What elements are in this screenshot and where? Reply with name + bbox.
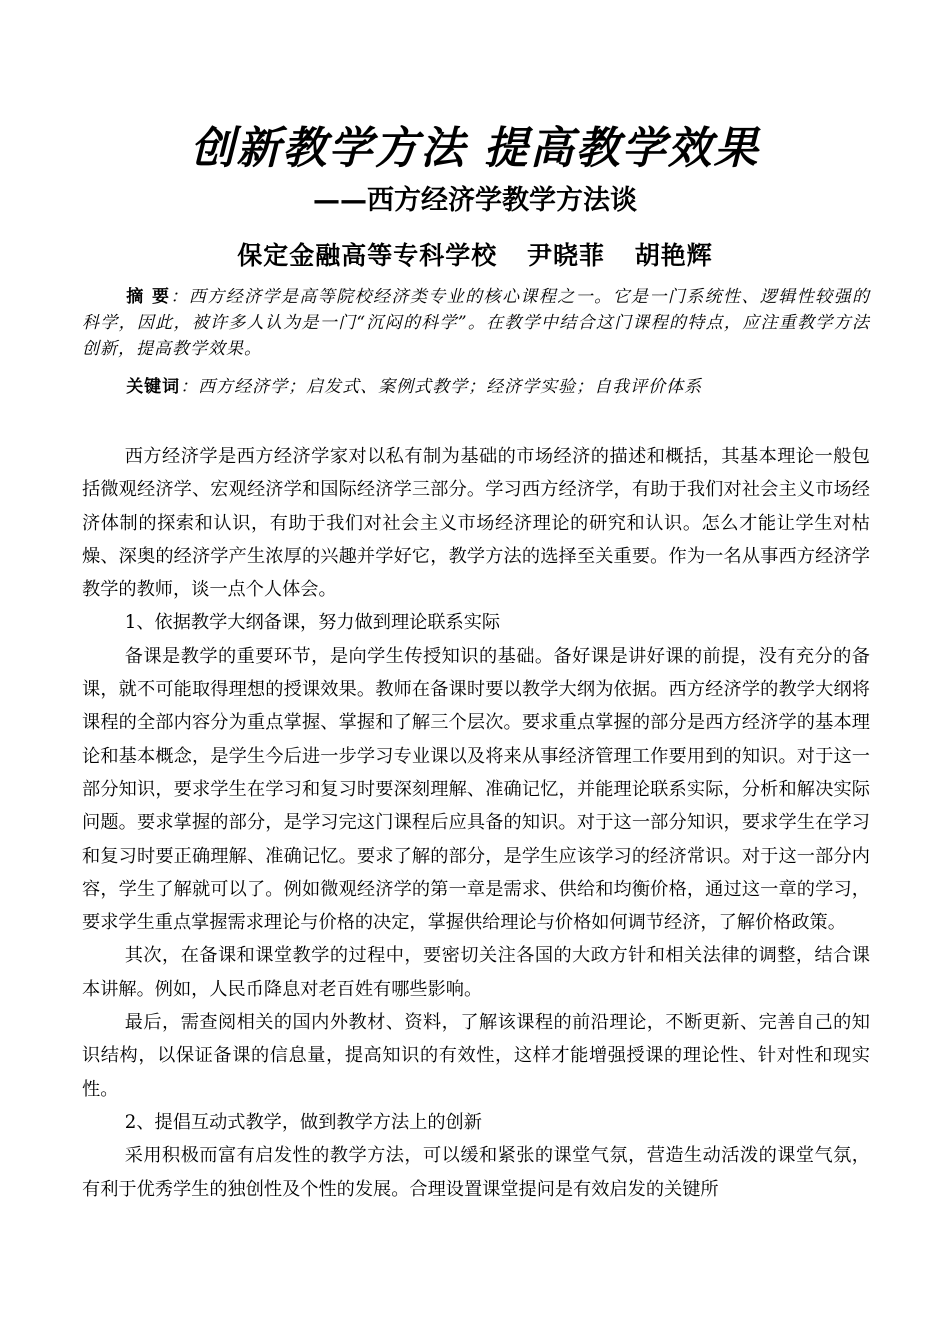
paragraph: 采用积极而富有启发性的教学方法，可以缓和紧张的课堂气氛，营造生动活泼的课堂气氛，有利于优秀学生的独创性及个性的发展。合理设置课堂提问是有效启发的关键所 [82, 1145, 870, 1200]
author-line [0, 236, 950, 272]
paper-title: 创新教学方法 提高教学效果 [190, 123, 760, 174]
section-heading: 2、提倡互动式教学，做到教学方法上的创新 [124, 1111, 482, 1133]
keywords-label: 关键词 [126, 377, 181, 397]
abstract-label: 摘 要 [126, 287, 171, 307]
author-name: 尹晓菲 [526, 241, 605, 270]
keywords-text: ：西方经济学；启发式、案例式教学；经济学实验；自我评价体系 [180, 377, 703, 397]
paper-subtitle: ——西方经济学教学方法谈 [313, 185, 637, 216]
paragraph: 西方经济学是西方经济学家对以私有制为基础的市场经济的描述和概括，其基本理论一般包括微观经济学、宏观经济学和国际经济学三部分。学习西方经济学，有助于我们对社会主义市场经济体制的探索和认识，有助于我们对社会主义市场经济理论的研究和认识。怎么才能让学生对枯燥、深奥的经济学产生浓厚的兴趣并学好它，教学方法的选择至关重要。作为一名从事西方经济学教学的教师，谈一点个人体会。 [82, 446, 870, 601]
paragraph: 其次，在备课和课堂教学的过程中，要密切关注各国的大政方针和相关法律的调整，结合课本讲解。例如，人民币降息对老百姓有哪些影响。 [82, 945, 870, 1000]
keywords [82, 374, 870, 400]
author-name: 胡艳辉 [634, 241, 713, 270]
paragraph: 备课是教学的重要环节，是向学生传授知识的基础。备好课是讲好课的前提，没有充分的备课，就不可能取得理想的授课效果。教师在备课时要以教学大纲为依据。西方经济学的教学大纲将课程的全部内容分为重点掌握、掌握和了解三个层次。要求重点掌握的部分是西方经济学的基本理论和基本概念，是学生今后进一步学习专业课以及将来从事经济管理工作要用到的知识。对于这一部分知识，要求学生在学习和复习时要深刻理解、准确记忆，并能理论联系实际，分析和解决实际问题。要求掌握的部分，是学习完这门课程后应具备的知识。对于这一部分知识，要求学生在学习和复习时要正确理解、准确记忆。要求了解的部分，是学生应该学习的经济常识。对于这一部分内容，学生了解就可以了。例如微观经济学的第一章是需求、供给和均衡价格，通过这一章的学习，要求学生重点掌握需求理论与价格的决定，掌握供给理论与价格如何调节经济，了解价格政策。 [82, 645, 870, 934]
abstract [82, 284, 870, 362]
body-text [82, 440, 870, 1206]
abstract-text: ：西方经济学是高等院校经济类专业的核心课程之一。它是一门系统性、逻辑性较强的科学，因此，被许多人认为是一门“沉闷的科学”。在教学中结合这门课程的特点，应注重教学方法创新，提高教学效果。 [82, 287, 870, 359]
author-affiliation: 保定金融高等专科学校 [237, 241, 498, 270]
paragraph: 最后，需查阅相关的国内外教材、资料，了解该课程的前沿理论，不断更新、完善自己的知识结构，以保证备课的信息量，提高知识的有效性，这样才能增强授课的理论性、针对性和现实性。 [82, 1012, 870, 1100]
section-heading: 1、依据教学大纲备课，努力做到理论联系实际 [124, 612, 501, 634]
